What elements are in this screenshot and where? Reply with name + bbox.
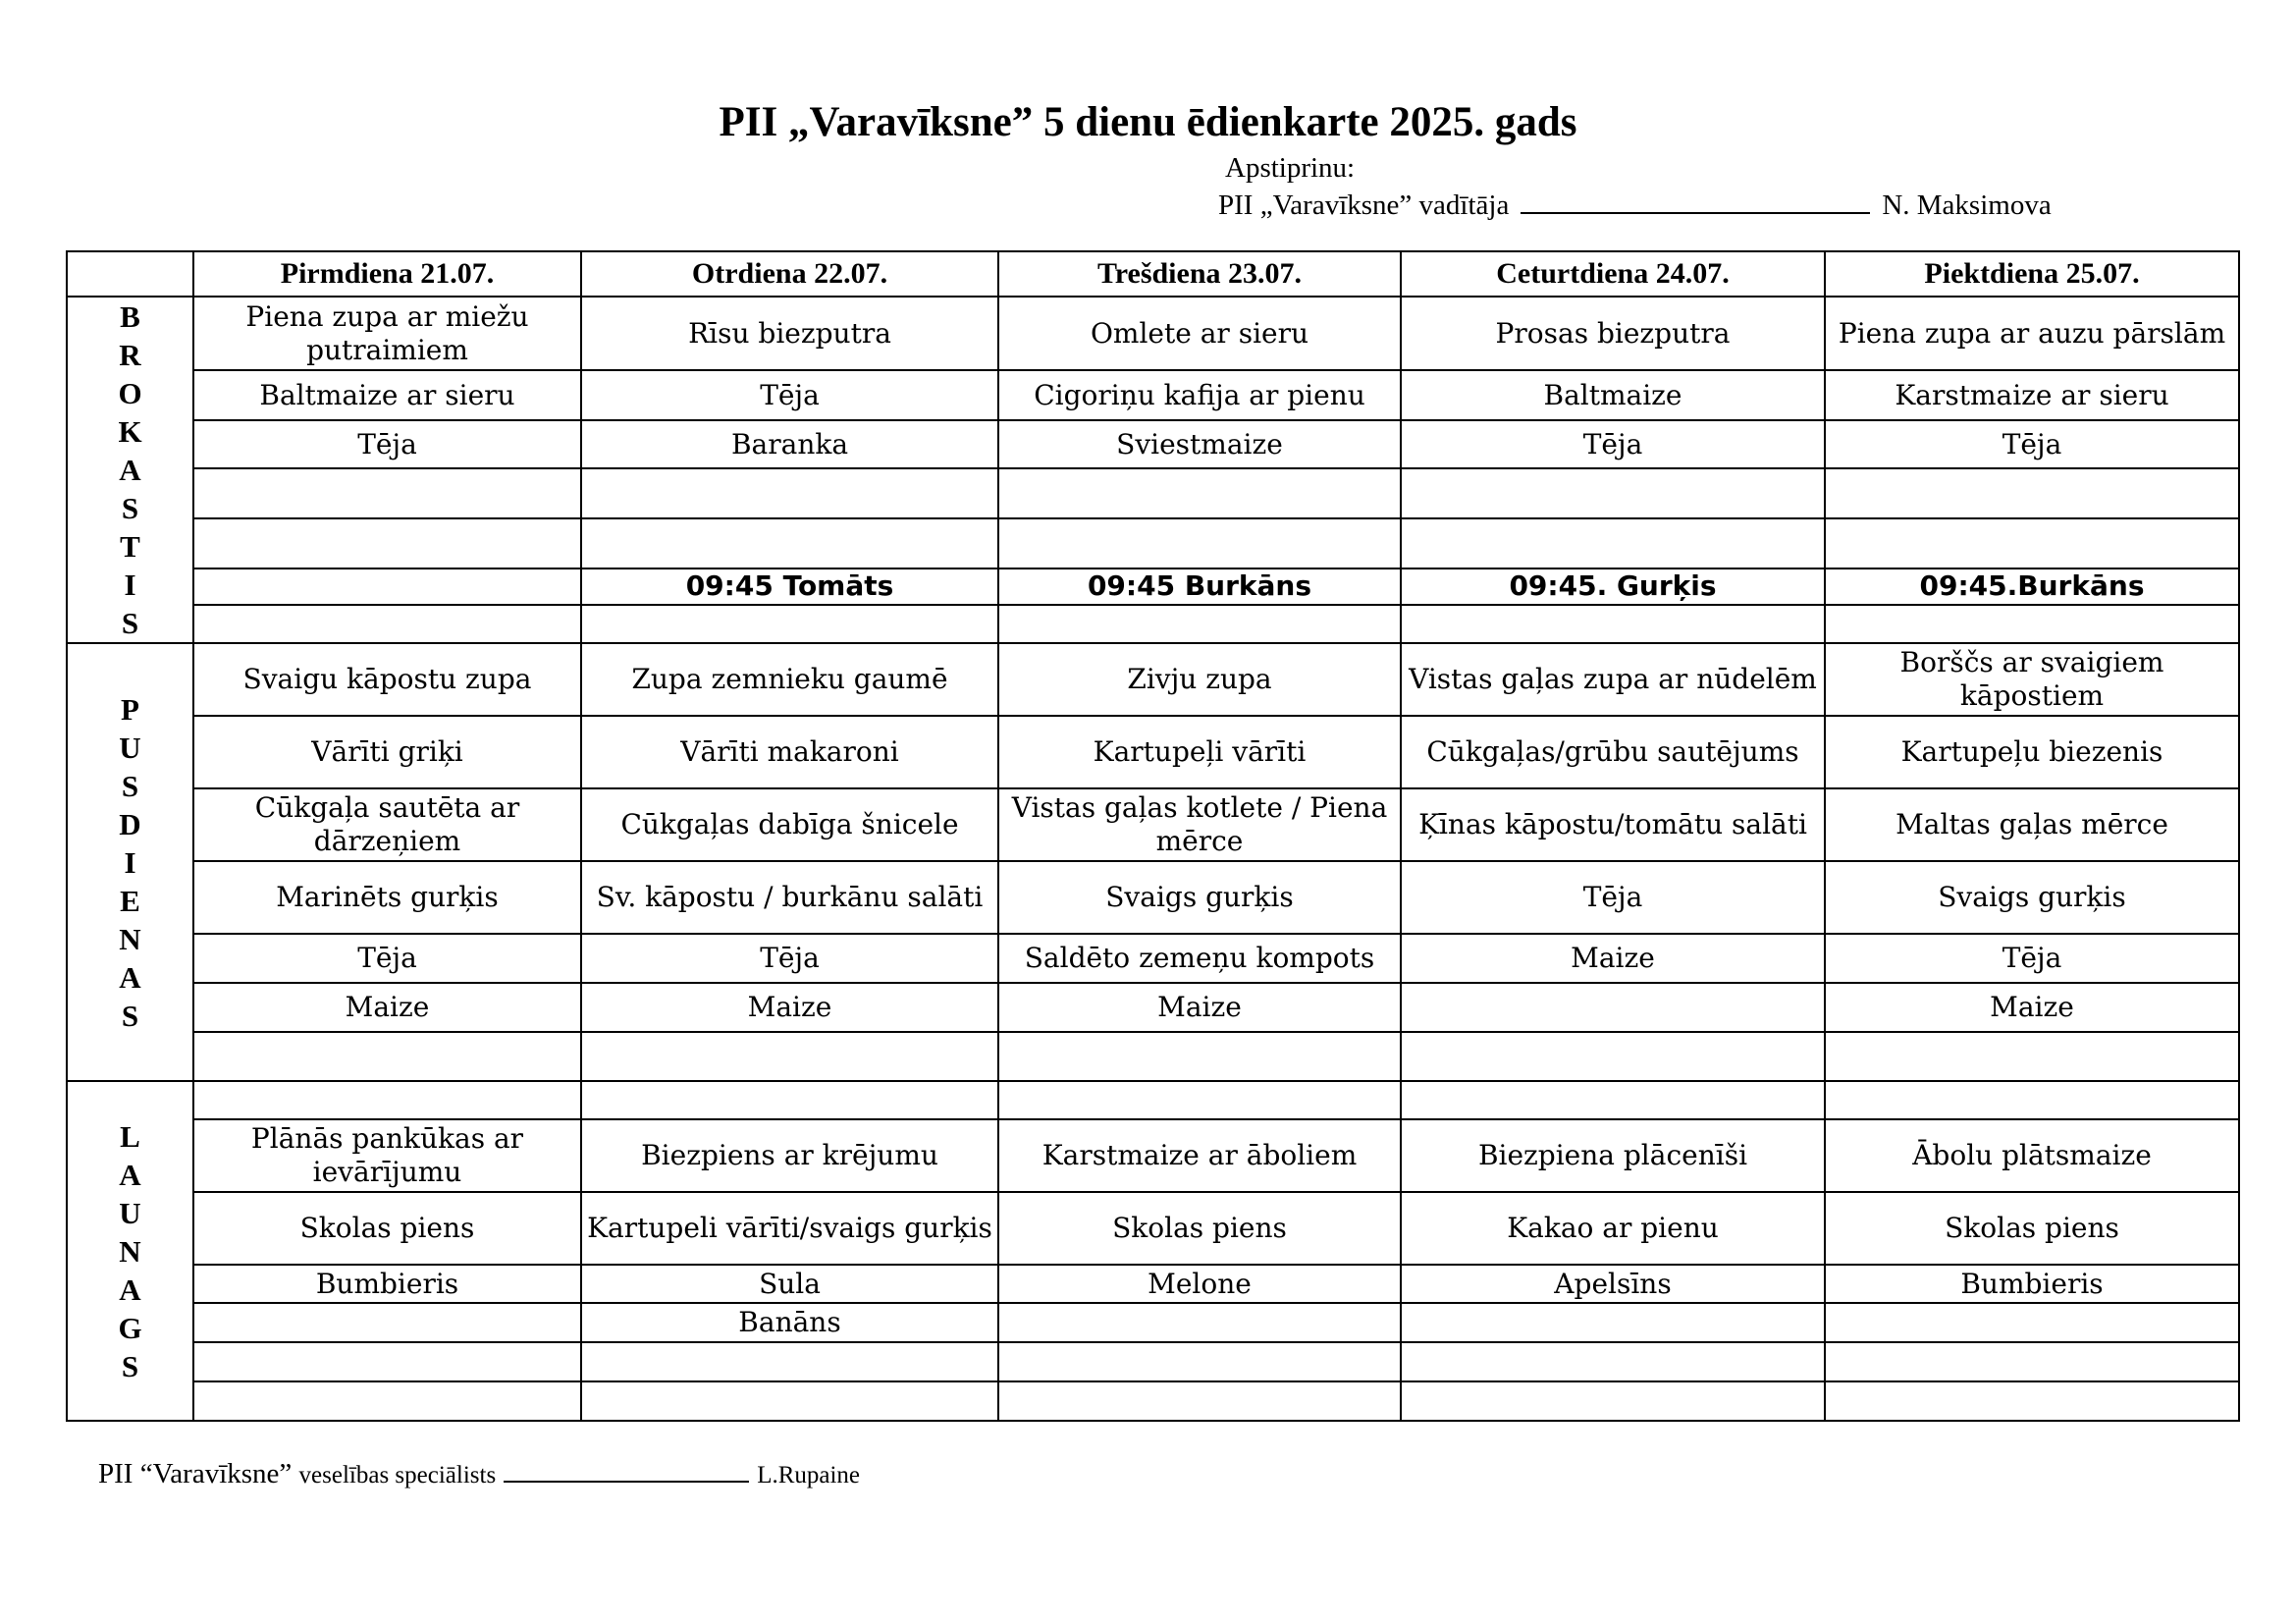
menu-cell [581, 468, 998, 518]
approve-label: Apstiprinu: [1225, 152, 1356, 184]
section-letter: E [120, 883, 140, 918]
section-letter: U [119, 730, 141, 765]
menu-cell: Piena zupa ar miežu putraimiem [193, 297, 581, 370]
menu-cell: Cūkgaļas/grūbu sautējums [1401, 716, 1825, 788]
menu-cell [1825, 1081, 2239, 1119]
menu-cell: Ābolu plātsmaize [1825, 1119, 2239, 1192]
menu-cell [1401, 983, 1825, 1032]
section-letter: K [118, 414, 142, 449]
menu-cell: Maize [998, 983, 1401, 1032]
menu-cell: Maltas gaļas mērce [1825, 788, 2239, 861]
menu-cell [998, 518, 1401, 568]
menu-cell: Svaigu kāpostu zupa [193, 643, 581, 716]
menu-cell: Tēja [193, 934, 581, 983]
menu-row-snack [67, 1381, 2239, 1421]
menu-cell [998, 468, 1401, 518]
menu-cell [193, 1081, 581, 1119]
menu-cell [581, 1081, 998, 1119]
menu-cell: Zupa zemnieku gaumē [581, 643, 998, 716]
section-letter: A [119, 1272, 141, 1307]
approver-line [1218, 189, 2052, 222]
section-letter: U [119, 1195, 141, 1230]
menu-cell: Marinēts gurķis [193, 861, 581, 934]
menu-cell [1401, 1032, 1825, 1081]
section-letter: G [118, 1310, 142, 1345]
menu-cell [193, 568, 581, 606]
section-letter: I [124, 844, 136, 880]
menu-row-lunch [67, 716, 2239, 788]
menu-cell: Tēja [581, 370, 998, 420]
menu-cell: Melone [998, 1265, 1401, 1303]
menu-cell: Saldēto zemeņu kompots [998, 934, 1401, 983]
menu-cell: 09:45.Burkāns [1825, 568, 2239, 606]
menu-cell: Ķīnas kāpostu/tomātu salāti [1401, 788, 1825, 861]
menu-cell [193, 605, 581, 643]
section-letter: T [120, 529, 140, 564]
day-header: Otrdiena 22.07. [581, 251, 998, 297]
menu-cell [998, 1303, 1401, 1342]
menu-cell: Karstmaize ar āboliem [998, 1119, 1401, 1192]
menu-body [67, 297, 2239, 1421]
menu-cell [1401, 1303, 1825, 1342]
menu-cell [998, 1381, 1401, 1421]
section-label-breakfast [67, 297, 193, 643]
menu-cell [1825, 1032, 2239, 1081]
menu-cell: Vārīti makaroni [581, 716, 998, 788]
menu-cell [581, 1381, 998, 1421]
menu-cell [193, 1381, 581, 1421]
section-label-lunch [67, 643, 193, 1081]
section-letter: R [119, 338, 141, 372]
menu-cell: Skolas piens [998, 1192, 1401, 1265]
menu-cell [193, 468, 581, 518]
section-letter: B [120, 299, 140, 334]
menu-row-breakfast [67, 420, 2239, 468]
page-title: PII „Varavīksne” 5 dienu ēdienkarte 2025. gads [719, 99, 1577, 145]
menu-cell: Tēja [1401, 420, 1825, 468]
menu-cell: Tēja [581, 934, 998, 983]
corner-cell [67, 251, 193, 297]
menu-cell: 09:45. Gurķis [1401, 568, 1825, 606]
menu-cell [581, 1032, 998, 1081]
section-letter: A [119, 453, 141, 487]
menu-cell: Skolas piens [1825, 1192, 2239, 1265]
menu-cell: Svaigs gurķis [1825, 861, 2239, 934]
menu-row-breakfast [67, 605, 2239, 643]
footer-role: veselības speciālists [298, 1462, 497, 1489]
approver-role: PII „Varavīksne” vadītāja [1218, 189, 1510, 221]
menu-cell: 09:45 Tomāts [581, 568, 998, 606]
section-letter: P [121, 691, 139, 727]
menu-cell: Cigoriņu kafija ar pienu [998, 370, 1401, 420]
menu-cell [1825, 1381, 2239, 1421]
menu-cell: Kartupeļi vārīti [998, 716, 1401, 788]
menu-cell: Zivju zupa [998, 643, 1401, 716]
section-letter: S [121, 606, 139, 640]
menu-cell [193, 1303, 581, 1342]
menu-cell: Maize [193, 983, 581, 1032]
menu-row-snack [67, 1342, 2239, 1381]
menu-cell [998, 1032, 1401, 1081]
menu-cell: Bumbieris [193, 1265, 581, 1303]
menu-cell: Baltmaize [1401, 370, 1825, 420]
menu-cell: Cūkgaļas dabīga šnicele [581, 788, 998, 861]
menu-row-lunch [67, 643, 2239, 716]
footer-org: PII “Varavīksne” [98, 1458, 293, 1489]
menu-cell [1401, 1081, 1825, 1119]
menu-cell [1401, 1381, 1825, 1421]
menu-cell [998, 1081, 1401, 1119]
menu-cell [581, 605, 998, 643]
menu-row-lunch [67, 983, 2239, 1032]
menu-cell: Sula [581, 1265, 998, 1303]
menu-row-breakfast [67, 468, 2239, 518]
menu-cell [1825, 1303, 2239, 1342]
day-header: Trešdiena 23.07. [998, 251, 1401, 297]
section-letter: O [118, 376, 142, 410]
menu-cell: Vistas gaļas kotlete / Piena mērce [998, 788, 1401, 861]
footer-signature [98, 1458, 860, 1490]
menu-cell: Banāns [581, 1303, 998, 1342]
header-row [67, 251, 2239, 297]
menu-cell: Tēja [1825, 934, 2239, 983]
footer-signature-line [504, 1459, 749, 1483]
menu-cell: Biezpiens ar krējumu [581, 1119, 998, 1192]
menu-row-lunch [67, 1032, 2239, 1081]
menu-cell: Sviestmaize [998, 420, 1401, 468]
menu-row-snack [67, 1303, 2239, 1342]
menu-cell [1401, 1342, 1825, 1381]
section-letter: A [119, 1157, 141, 1192]
section-letter: D [119, 806, 141, 841]
menu-cell: Maize [581, 983, 998, 1032]
menu-cell: Sv. kāpostu / burkānu salāti [581, 861, 998, 934]
menu-cell [998, 605, 1401, 643]
menu-cell: Maize [1825, 983, 2239, 1032]
menu-cell [193, 1032, 581, 1081]
section-letter: S [121, 768, 139, 803]
menu-cell: Vistas gaļas zupa ar nūdelēm [1401, 643, 1825, 716]
approver-name: N. Maksimova [1882, 189, 2052, 221]
menu-cell [581, 1342, 998, 1381]
menu-row-lunch [67, 934, 2239, 983]
menu-cell [1825, 605, 2239, 643]
menu-cell: Vārīti griķi [193, 716, 581, 788]
section-letter: N [119, 921, 141, 956]
menu-cell: Maize [1401, 934, 1825, 983]
menu-row-snack [67, 1081, 2239, 1119]
menu-cell: Karstmaize ar sieru [1825, 370, 2239, 420]
menu-row-lunch [67, 788, 2239, 861]
menu-cell: Tēja [1825, 420, 2239, 468]
section-letter: N [119, 1233, 141, 1269]
day-header: Piektdiena 25.07. [1825, 251, 2239, 297]
menu-cell: Skolas piens [193, 1192, 581, 1265]
section-letter: L [120, 1118, 140, 1154]
menu-cell: Baranka [581, 420, 998, 468]
menu-cell: Kartupeli vārīti/svaigs gurķis [581, 1192, 998, 1265]
menu-cell: Svaigs gurķis [998, 861, 1401, 934]
menu-cell: Borščs ar svaigiem kāpostiem [1825, 643, 2239, 716]
menu-cell [1825, 468, 2239, 518]
menu-row-lunch [67, 861, 2239, 934]
menu-cell: Prosas biezputra [1401, 297, 1825, 370]
section-letter: S [121, 1348, 139, 1383]
section-letter: S [121, 998, 139, 1033]
menu-cell [1401, 518, 1825, 568]
menu-cell: Plānās pankūkas ar ievārījumu [193, 1119, 581, 1192]
footer-name: L.Rupaine [757, 1462, 861, 1489]
menu-cell: Biezpiena plācenīši [1401, 1119, 1825, 1192]
menu-cell: Omlete ar sieru [998, 297, 1401, 370]
section-letter: S [121, 491, 139, 525]
menu-cell: Bumbieris [1825, 1265, 2239, 1303]
menu-cell: Kartupeļu biezenis [1825, 716, 2239, 788]
menu-cell: Tēja [193, 420, 581, 468]
menu-table [66, 250, 2240, 1422]
menu-cell [1401, 605, 1825, 643]
menu-cell: Tēja [1401, 861, 1825, 934]
menu-cell [193, 518, 581, 568]
menu-cell [1825, 1342, 2239, 1381]
menu-cell: Apelsīns [1401, 1265, 1825, 1303]
menu-cell [581, 518, 998, 568]
menu-cell [193, 1342, 581, 1381]
menu-cell [1401, 468, 1825, 518]
section-letter: A [119, 959, 141, 995]
menu-cell: 09:45 Burkāns [998, 568, 1401, 606]
menu-row-snack [67, 1265, 2239, 1303]
day-header: Ceturtdiena 24.07. [1401, 251, 1825, 297]
menu-row-breakfast [67, 518, 2239, 568]
menu-row-snack [67, 1192, 2239, 1265]
menu-cell: Piena zupa ar auzu pārslām [1825, 297, 2239, 370]
menu-row-snack [67, 1119, 2239, 1192]
menu-row-breakfast [67, 568, 2239, 606]
menu-row-breakfast [67, 297, 2239, 370]
menu-row-breakfast [67, 370, 2239, 420]
menu-cell: Cūkgaļa sautēta ar dārzeņiem [193, 788, 581, 861]
menu-cell: Rīsu biezputra [581, 297, 998, 370]
menu-cell: Baltmaize ar sieru [193, 370, 581, 420]
section-letter: I [124, 568, 136, 602]
approver-signature-line [1521, 189, 1870, 214]
section-label-snack [67, 1081, 193, 1421]
menu-cell [1825, 518, 2239, 568]
day-header: Pirmdiena 21.07. [193, 251, 581, 297]
menu-cell [998, 1342, 1401, 1381]
menu-cell: Kakao ar pienu [1401, 1192, 1825, 1265]
